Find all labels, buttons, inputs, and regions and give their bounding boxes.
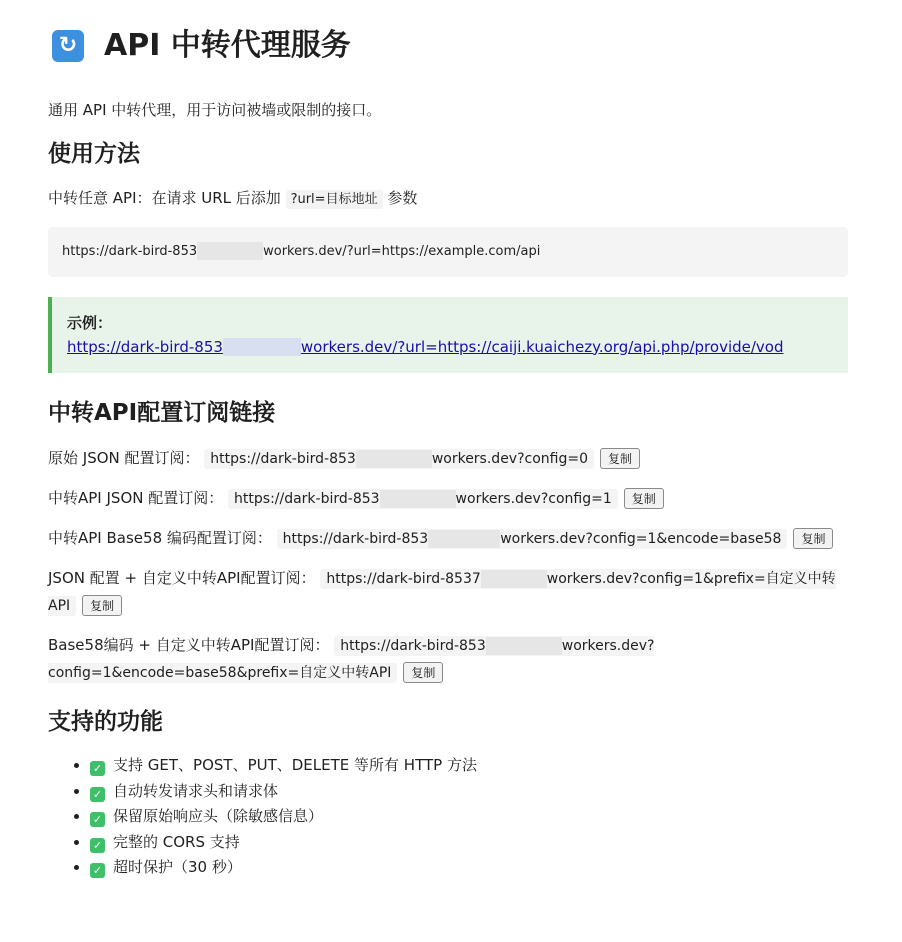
list-item bbox=[90, 855, 848, 881]
url-start: https://dark-bird-8537 bbox=[326, 570, 481, 587]
url-start: https://dark-bird-853 bbox=[340, 637, 486, 654]
usage-suffix: 参数 bbox=[387, 188, 418, 207]
feature-text: 超时保护（30 秒） bbox=[113, 858, 242, 877]
url-start: https://dark-bird-853 bbox=[282, 530, 429, 547]
usage-prefix: 中转任意 API：在请求 URL 后添加 bbox=[48, 188, 281, 207]
copy-button[interactable]: 复制 bbox=[793, 528, 833, 549]
feature-text: 保留原始响应头（除敏感信息） bbox=[113, 807, 324, 826]
subscription-url bbox=[277, 529, 788, 549]
url-start: https://dark-bird-853 bbox=[234, 490, 380, 507]
check-icon: ✓ bbox=[90, 812, 105, 827]
copy-button[interactable]: 复制 bbox=[624, 488, 664, 509]
redacted-block bbox=[197, 242, 263, 260]
features-heading: 支持的功能 bbox=[48, 708, 163, 735]
subscription-label: Base58编码 + 自定义中转API配置订阅： bbox=[48, 635, 330, 654]
feature-text: 完整的 CORS 支持 bbox=[113, 832, 240, 851]
example-label: 示例： bbox=[67, 313, 113, 332]
url-start: https://dark-bird-853 bbox=[210, 450, 356, 467]
refresh-icon: ↻ bbox=[52, 30, 84, 62]
subscription-label: 原始 JSON 配置订阅： bbox=[48, 448, 200, 467]
usage-code-block bbox=[48, 227, 848, 277]
list-item bbox=[90, 753, 848, 779]
example-box bbox=[48, 297, 848, 373]
copy-button[interactable]: 复制 bbox=[82, 595, 122, 616]
redacted-block bbox=[486, 637, 562, 655]
usage-heading: 使用方法 bbox=[48, 141, 140, 167]
url-end: workers.dev?config=1 bbox=[455, 490, 612, 507]
check-icon: ✓ bbox=[90, 838, 105, 853]
url-end: workers.dev?config=1&encode=base58&prefix=自定义中转API bbox=[48, 637, 655, 681]
page-title-text: API 中转代理服务 bbox=[104, 28, 351, 63]
example-link-start: https://dark-bird-853 bbox=[67, 337, 223, 356]
subscription-row-json-prefix bbox=[48, 565, 848, 619]
redacted-block bbox=[223, 338, 301, 356]
copy-button[interactable]: 复制 bbox=[600, 448, 640, 469]
subscription-url bbox=[228, 489, 618, 509]
features-list bbox=[48, 753, 848, 881]
example-link[interactable] bbox=[67, 338, 784, 356]
list-item bbox=[90, 830, 848, 856]
check-icon: ✓ bbox=[90, 761, 105, 776]
url-end: workers.dev?config=1&encode=base58 bbox=[500, 530, 782, 547]
feature-text: 自动转发请求头和请求体 bbox=[113, 781, 279, 800]
check-icon: ✓ bbox=[90, 787, 105, 802]
subscriptions-heading: 中转API配置订阅链接 bbox=[48, 399, 276, 426]
list-item bbox=[90, 804, 848, 830]
example-link-end: workers.dev/?url=https://caiji.kuaichezy.org/api.php/provide/vod bbox=[300, 337, 784, 356]
subscription-label: JSON 配置 + 自定义中转API配置订阅： bbox=[48, 568, 316, 587]
url-end: workers.dev?config=1&prefix=自定义中转API bbox=[48, 570, 836, 614]
subscription-label: 中转API JSON 配置订阅： bbox=[48, 488, 224, 507]
code-url-end: workers.dev/?url=https://example.com/api bbox=[263, 243, 541, 259]
check-icon: ✓ bbox=[90, 863, 105, 878]
redacted-block bbox=[356, 450, 432, 468]
page-title bbox=[48, 18, 848, 74]
url-end: workers.dev?config=0 bbox=[431, 450, 588, 467]
subscription-row-base58-prefix bbox=[48, 632, 848, 686]
subscription-label: 中转API Base58 编码配置订阅： bbox=[48, 528, 272, 547]
feature-text: 支持 GET、POST、PUT、DELETE 等所有 HTTP 方法 bbox=[113, 756, 477, 775]
copy-button[interactable]: 复制 bbox=[403, 662, 443, 683]
subscription-url bbox=[204, 449, 594, 469]
redacted-block bbox=[380, 490, 456, 508]
code-url-start: https://dark-bird-853 bbox=[62, 243, 198, 259]
subscription-row-base58 bbox=[48, 525, 848, 552]
list-item bbox=[90, 779, 848, 805]
page bbox=[48, 0, 848, 881]
subscription-row-proxy-json bbox=[48, 485, 848, 512]
intro-text: 通用 API 中转代理，用于访问被墙或限制的接口。 bbox=[48, 101, 382, 119]
redacted-block bbox=[481, 570, 547, 588]
usage-description bbox=[48, 186, 848, 211]
url-param-code: ?url=目标地址 bbox=[286, 190, 383, 209]
subscription-row-raw-json bbox=[48, 445, 848, 472]
redacted-block bbox=[428, 530, 500, 548]
